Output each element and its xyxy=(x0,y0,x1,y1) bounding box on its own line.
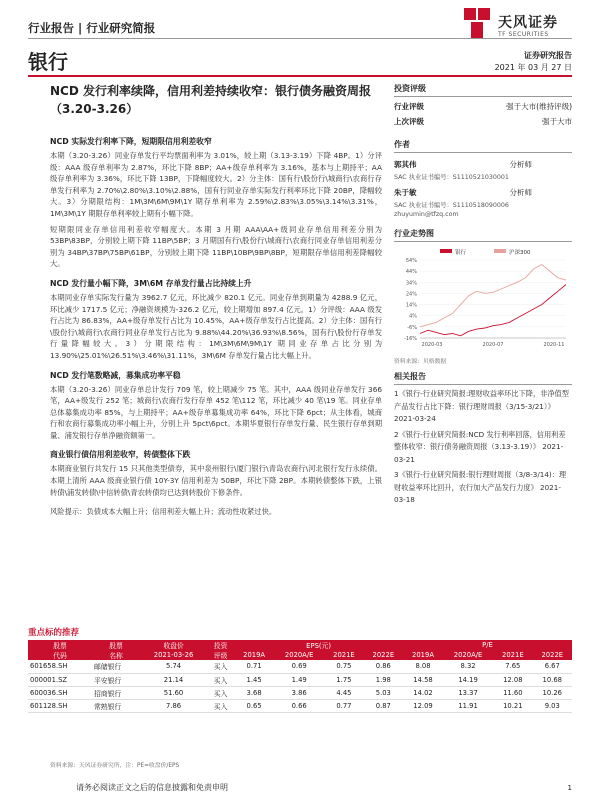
table-cell: 邮储银行 xyxy=(92,660,140,673)
table-cell: 11.60 xyxy=(493,686,532,699)
table-cell: 12.09 xyxy=(403,699,443,712)
table-cell: 5.03 xyxy=(364,686,403,699)
title-divider xyxy=(28,75,572,77)
author-name: 郭其伟 xyxy=(394,160,417,169)
table-cell: 601658.SH xyxy=(28,660,92,673)
table-row xyxy=(28,673,572,686)
page-number: 1 xyxy=(567,784,572,792)
brand-name: 天风证券 xyxy=(498,15,558,31)
table-title: 重点标的推荐 xyxy=(28,628,80,638)
table-cell: 买入 xyxy=(207,673,234,686)
report-type: 证券研究报告 xyxy=(524,51,572,60)
y-tick-label: -16% xyxy=(404,336,417,342)
rating-value: 强于大市(维持评级) xyxy=(506,102,572,111)
disclaimer: 请务必阅读正文之后的信息披露和免责申明 xyxy=(76,783,228,792)
related-report-link[interactable]: 2《银行-行业研究简报:NCD 发行利率回落，信用利差整体收窄：银行债务融资周报（3.13-3.19）》 2021-03-21 xyxy=(394,429,566,464)
table-subheader: 2021E xyxy=(324,650,363,660)
body-paragraph: 风险提示：负债成本大幅上升；信用利差大幅上升；流动性收紧过快。 xyxy=(50,507,277,517)
y-tick-label: 24% xyxy=(405,291,417,298)
table-cell: 常熟银行 xyxy=(92,699,140,712)
author-license: SAC 执业证书编号：S1110521030001 xyxy=(394,174,509,181)
table-cell: 0.71 xyxy=(234,660,274,673)
y-tick-label: 34% xyxy=(405,280,417,287)
rating-key: 行业评级 xyxy=(394,102,424,111)
table-cell: 0.77 xyxy=(324,699,363,712)
sector-title: 银行 xyxy=(28,50,68,74)
brand-name-en: TF SECURITIES xyxy=(498,31,549,38)
table-cell: 10.26 xyxy=(533,686,572,699)
author-role: 分析师 xyxy=(509,160,532,169)
table-cell: 14.02 xyxy=(403,686,443,699)
y-tick-label: 44% xyxy=(405,269,417,276)
table-source: 资料来源：天风证券研究所，注：PE=收盘价/EPS xyxy=(50,763,180,769)
x-tick-label: 2020-03 xyxy=(421,342,443,348)
legend-swatch xyxy=(440,249,452,253)
table-header: 投资 xyxy=(207,640,234,650)
table-cell: 买入 xyxy=(207,660,234,673)
page-header xyxy=(28,6,572,46)
table-header: EPS(元) xyxy=(234,640,403,650)
table-cell: 21.14 xyxy=(140,673,207,686)
table-cell: 3.68 xyxy=(234,686,274,699)
table-cell: 买入 xyxy=(207,699,234,712)
table-header: P/E xyxy=(403,640,572,650)
table-cell: 3.86 xyxy=(274,686,324,699)
rating-value: 强于大市 xyxy=(542,117,572,126)
body-paragraph: 本期（3.20-3.26）同业存单发行平均票面利率为 3.01%，较上期（3.13-3.19）下降 4BP。1）分评级：AAA 级存单利率为 2.87%，环比下降 8BP；AA+级存单利率为 3.16%，基本与上期持平；AA 级存单利率为 3.36%，环比下降 13BP，下降幅度较大。2）分主体：国有行\股份行\城商行\农商行存单发行利率为 2.70%\2.80%\3.10%\2.88%，国有行同业存单实际发行利率环比下降 20BP，降幅较大。3）分期限结构：1M\3M\6M\9M\1Y 期存单利率为 2.59%\2.83%\3.05%\3.14%\3.31%，1M\3M\1Y 期限存单利率较上期有小幅下降。 xyxy=(50,151,382,218)
table-cell: 10.68 xyxy=(533,673,572,686)
series-line xyxy=(420,265,566,327)
trend-heading: 行业走势图 xyxy=(394,228,572,242)
table-cell: 9.03 xyxy=(533,699,572,712)
related-report-link[interactable]: 3《银行-行业研究简报:银行理财周报（3/8-3/14)：理财收益率环比回升，农行加大产品发行力度》 2021-03-18 xyxy=(394,470,567,504)
trend-chart-svg xyxy=(394,246,572,354)
rating-row xyxy=(394,101,572,112)
table-cell: 10.21 xyxy=(493,699,532,712)
legend-label: 银行 xyxy=(455,250,467,256)
table-cell: 11.91 xyxy=(443,699,493,712)
table-cell: 1.45 xyxy=(234,673,274,686)
table-cell: 0.66 xyxy=(274,699,324,712)
report-title: NCD 发行利率续降，信用利差持续收窄：银行债务融资周报（3.20-3.26） xyxy=(50,84,371,116)
table-cell: 14.19 xyxy=(443,673,493,686)
table-subheader: 2019A xyxy=(234,650,274,660)
table-cell: 7.86 xyxy=(140,699,207,712)
table-cell: 0.87 xyxy=(364,699,403,712)
table-subheader: 2020A/E xyxy=(443,650,493,660)
table-header-row xyxy=(28,650,572,660)
table-cell: 0.69 xyxy=(274,660,324,673)
section-heading: NCD 发行笔数略减，募集成功率平稳 xyxy=(50,370,181,380)
rating-row xyxy=(394,116,572,127)
table-cell: 600036.SH xyxy=(28,686,92,699)
table-cell: 0.75 xyxy=(324,660,363,673)
y-tick-label: 54% xyxy=(405,258,417,264)
report-body xyxy=(50,128,382,522)
sidebar xyxy=(394,80,572,507)
section-heading: 商业银行债信用利差收窄，转债整体下跌 xyxy=(50,450,191,460)
section-heading: NCD 实际发行利率下降，短期限信用利差收窄 xyxy=(50,137,212,146)
table-subheader: 2022E xyxy=(364,650,403,660)
author-block xyxy=(394,187,572,218)
table-cell: 1.98 xyxy=(364,673,403,686)
y-tick-label: 4% xyxy=(409,313,417,320)
table-cell: 4.45 xyxy=(324,686,363,699)
table-cell: 7.65 xyxy=(493,660,532,673)
author-name: 朱于敏 xyxy=(394,188,417,197)
author-block xyxy=(394,159,572,181)
table-cell: 8.08 xyxy=(403,660,443,673)
table-cell: 平安银行 xyxy=(92,673,140,686)
related-heading: 相关报告 xyxy=(394,371,572,385)
chart-source: 资料来源：贝格数据 xyxy=(394,359,447,365)
table-header: 股票 xyxy=(92,640,140,650)
table-cell: 0.86 xyxy=(364,660,403,673)
body-paragraph: 本期（3.20-3.26）同业存单总计发行 709 笔，较上期减少 75 笔。其中，AAA 级同业存单发行 366 笔，AA+级发行 252 笔；城商行\农商行发行存单 452 笔\112 笔，环比减少 40 笔\19 笔。同业存单总体募集成功率 85%，与上期持平；AA+级存单募集成功率 64%，环比下降 6pct；从主体看，城商行和农商行募集成功率小幅上升，分别上升 5pct\6pct。本期华夏银行存单发行量、民生银行存单到期量、浦发银行存单净融资额第一。 xyxy=(50,384,382,440)
table-cell: 601128.SH xyxy=(28,699,92,712)
table-cell: 5.74 xyxy=(140,660,207,673)
report-date: 2021 年 03 月 27 日 xyxy=(494,63,572,72)
table-cell: 买入 xyxy=(207,686,234,699)
authors-heading: 作者 xyxy=(394,139,572,153)
body-paragraph: 本期商业银行共发行 15 只其他类型债券，其中泉州银行\厦门银行\青岛农商行\河北银行发行永续债。本期上清所 AAA 级商业银行债 10Y-3Y 信用利差为 50BP，环比下降 2BP。本期转债整体下跌，上银转债\浦发转债\中信转债\青农转债均已达到转股价下修条件。 xyxy=(50,464,382,497)
table-header: 收盘价 xyxy=(140,640,207,650)
breadcrumb: 行业报告 | 行业研究简报 xyxy=(28,21,156,35)
y-tick-label: -6% xyxy=(407,324,417,331)
table-cell: 51.60 xyxy=(140,686,207,699)
table-header: 股票 xyxy=(28,640,92,650)
rating-key: 上次评级 xyxy=(394,117,424,126)
table-subheader: 代码 xyxy=(28,650,92,660)
stock-table xyxy=(28,640,572,713)
table-subheader: 2022E xyxy=(533,650,572,660)
table-cell: 1.75 xyxy=(324,673,363,686)
related-report-link[interactable]: 1《银行-行业研究简报:理财收益率环比下降，非净值型产品发行占比下降：银行理财周报（3/15-3/21）》 2021-03-24 xyxy=(394,389,569,423)
trend-chart xyxy=(394,246,572,354)
author-role: 分析师 xyxy=(509,188,532,197)
author-email[interactable]: zhuyumin@tfzq.com xyxy=(394,211,459,218)
table-subheader: 2019A xyxy=(403,650,443,660)
table-cell: 1.49 xyxy=(274,673,324,686)
table-subheader: 评级 xyxy=(207,650,234,660)
table-cell: 6.67 xyxy=(533,660,572,673)
table-row xyxy=(28,699,572,712)
x-tick-label: 2020-11 xyxy=(543,342,565,348)
table-cell: 8.32 xyxy=(443,660,493,673)
author-license: SAC 执业证书编号：S1110518090006 xyxy=(394,202,509,209)
legend-swatch xyxy=(494,249,506,253)
table-cell: 14.58 xyxy=(403,673,443,686)
table-subheader: 2021-03-26 xyxy=(140,650,207,660)
table-cell: 13.37 xyxy=(443,686,493,699)
logo-mark-icon xyxy=(462,6,494,40)
table-cell: 0.65 xyxy=(234,699,274,712)
x-tick-label: 2020-07 xyxy=(482,342,504,348)
legend-label: 沪深300 xyxy=(509,250,531,256)
y-tick-label: 14% xyxy=(405,302,417,309)
body-paragraph: 本期同业存单实际发行量为 3962.7 亿元，环比减少 820.1 亿元。同业存单到期量为 4288.9 亿元，环比减少 1717.5 亿元；净融资规模为-326.2 亿元，较上期增加 897.4 亿元。1）分评级：AAA 级发行占比为 86.83%，AA+级存单发行占比为 10.45%，AA+级存单发行占比提高。2）分主体：国有行\股份行\城商行\农商行同业存单发行占比为 9.88%\44.20%\36.93%\8.56%，国有行\股份行存单发行量降幅较大。3）分期限结构：1M\3M\6M\9M\1Y 期同业存单占比分别为 13.90%\25.01%\26.51%\3.46%\31.11%，3M\6M 存单发行量占比大幅上升。 xyxy=(50,292,382,360)
header-divider xyxy=(28,38,572,39)
body-paragraph: 短期限同业存单信用利差收窄幅度大。本期 3 月期 AAA\AA+级同业存单信用利差分别为 53BP\83BP，分别较上期下降 11BP\5BP；3 月期国有行\股份行\城商行\农商行同业存单信用利差分别为 34BP\37BP\75BP\61BP，分别较上期下降 11BP\10BP\9BP\8BP，短期限存单信用利差降幅较大。 xyxy=(50,224,382,269)
table-cell: 12.08 xyxy=(493,673,532,686)
table-cell: 000001.SZ xyxy=(28,673,92,686)
rating-heading: 投资评级 xyxy=(394,83,572,97)
table-row xyxy=(28,660,572,673)
section-heading: NCD 发行量小幅下降，3M\6M 存单发行量占比持续上升 xyxy=(50,278,252,288)
table-subheader: 2021E xyxy=(493,650,532,660)
table-row xyxy=(28,686,572,699)
table-subheader: 名称 xyxy=(92,650,140,660)
table-subheader: 2020A/E xyxy=(274,650,324,660)
table-cell: 招商银行 xyxy=(92,686,140,699)
